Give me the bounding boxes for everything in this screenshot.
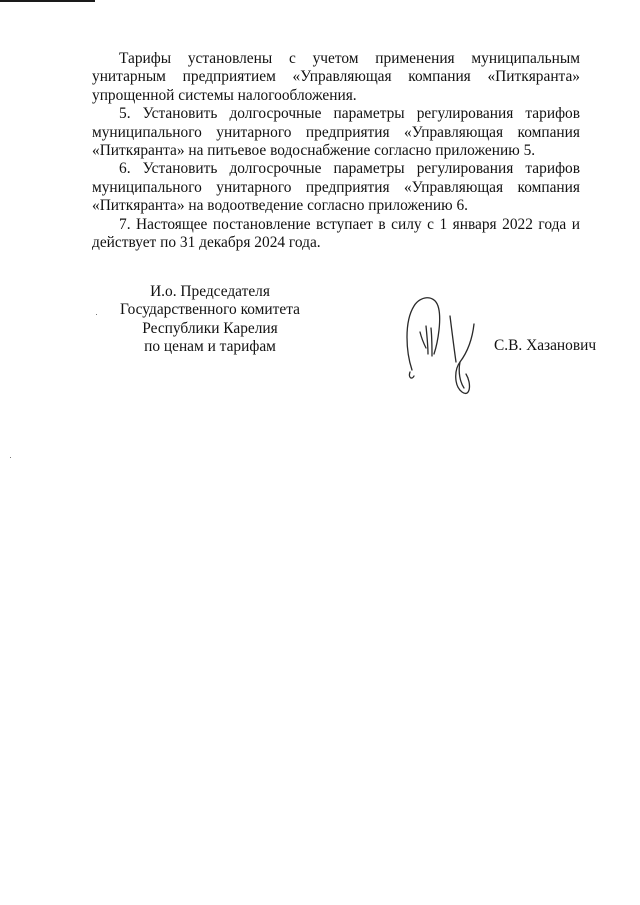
signatory-name: С.В. Хазанович bbox=[494, 337, 597, 354]
signatory-title-line: И.о. Председателя bbox=[150, 283, 270, 300]
document-body bbox=[92, 50, 580, 252]
paragraph-tax-system: Тарифы установлены с учетом применения муниципальным унитарным предприятием «Управляющая компания «Питкяранта» упрощенной системы налогообложения. bbox=[92, 50, 580, 104]
signatory-title bbox=[100, 283, 320, 357]
paragraph-item-5: 5. Установить долгосрочные параметры регулирования тарифов муниципального унитарного предприятия «Управляющая компания «Питкяранта» на питьевое водоснабжение согласно приложению 5. bbox=[92, 105, 580, 160]
handwritten-signature bbox=[400, 292, 496, 402]
signatory-title-line: Государственного комитета bbox=[120, 301, 300, 319]
signatory-title-line: по ценам и тарифам bbox=[144, 338, 276, 356]
scan-edge-mark bbox=[0, 0, 95, 2]
scan-speck bbox=[10, 457, 11, 458]
paragraph-item-7: 7. Настоящее постановление вступает в силу с 1 января 2022 года и действует по 31 декабря 2024 года. bbox=[92, 215, 580, 252]
signatory-title-line: Республики Карелия bbox=[142, 319, 278, 337]
paragraph-item-6: 6. Установить долгосрочные параметры регулирования тарифов муниципального унитарного предприятия «Управляющая компания «Питкяранта» на водоотведение согласно приложению 6. bbox=[92, 160, 580, 215]
scan-speck bbox=[96, 314, 97, 315]
